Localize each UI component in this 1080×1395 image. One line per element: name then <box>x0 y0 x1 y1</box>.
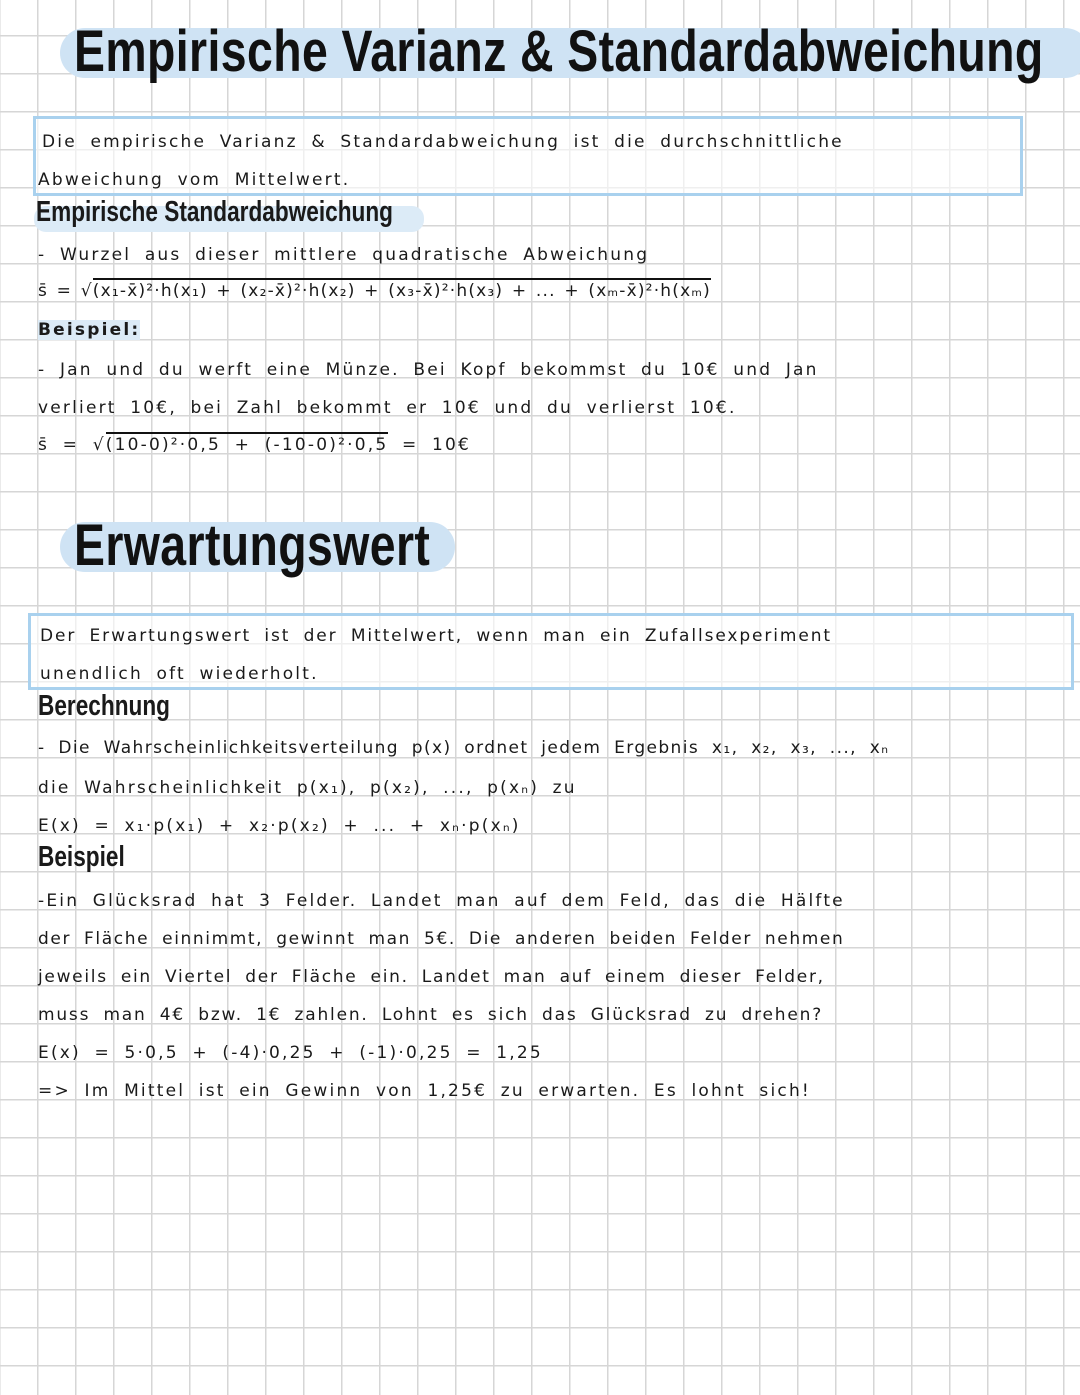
formula-radicand: (x₁-x̄)²·h(x₁) + (x₂-x̄)²·h(x₂) + (x₃-x̄)²·h(x₃) + ... + (xₘ-x̄)²·h(xₘ) <box>93 278 711 301</box>
calc-line: die Wahrscheinlichkeit p(x₁), p(x₂), ..., p(xₙ) zu <box>38 778 577 798</box>
section-heading: Empirische Standardabweichung <box>36 196 393 228</box>
definition-line: Die empirische Varianz & Standardabweichung ist die durchschnittliche <box>42 132 844 152</box>
definition-line: unendlich oft wiederholt. <box>40 664 319 684</box>
section-heading: Beispiel <box>38 841 125 873</box>
definition-line: Abweichung vom Mittelwert. <box>38 170 351 190</box>
formula <box>38 281 711 301</box>
formula-radicand: (10-0)²·0,5 + (-10-0)²·0,5 <box>106 432 389 455</box>
section-title: Erwartungswert <box>74 513 431 578</box>
example-line: - Jan und du werft eine Münze. Bei Kopf bekommst du 10€ und Jan <box>38 360 819 380</box>
example-line: muss man 4€ bzw. 1€ zahlen. Lohnt es sich das Glücksrad zu drehen? <box>38 1005 824 1025</box>
example-line: E(x) = 5·0,5 + (-4)·0,25 + (-1)·0,25 = 1,25 <box>38 1043 543 1063</box>
page-title: Empirische Varianz & Standardabweichung <box>74 19 1044 84</box>
bullet-text: - Wurzel aus dieser mittlere quadratische Abweichung <box>38 245 650 265</box>
definition-line: Der Erwartungswert ist der Mittelwert, wenn man ein Zufallsexperiment <box>40 626 832 646</box>
section-heading: Berechnung <box>38 690 170 722</box>
conclusion-line: => Im Mittel ist ein Gewinn von 1,25€ zu erwarten. Es lohnt sich! <box>38 1081 811 1101</box>
example-line: jeweils ein Viertel der Fläche ein. Landet man auf einem dieser Felder, <box>38 967 825 987</box>
formula-prefix: s̄ = √ <box>38 435 106 455</box>
example-line: der Fläche einnimmt, gewinnt man 5€. Die anderen beiden Felder nehmen <box>38 929 845 949</box>
example-formula <box>38 435 471 455</box>
formula-result: = 10€ <box>388 435 472 455</box>
calc-line: - Die Wahrscheinlichkeitsverteilung p(x) ordnet jedem Ergebnis x₁, x₂, x₃, ..., xₙ <box>38 738 890 758</box>
calc-line: E(x) = x₁·p(x₁) + x₂·p(x₂) + ... + xₙ·p(xₙ) <box>38 816 521 836</box>
example-line: verliert 10€, bei Zahl bekommt er 10€ und du verlierst 10€. <box>38 398 737 418</box>
example-line: -Ein Glücksrad hat 3 Felder. Landet man auf dem Feld, das die Hälfte <box>38 891 845 911</box>
formula-prefix: s̄ = √ <box>38 281 93 301</box>
example-label: Beispiel: <box>38 320 141 340</box>
